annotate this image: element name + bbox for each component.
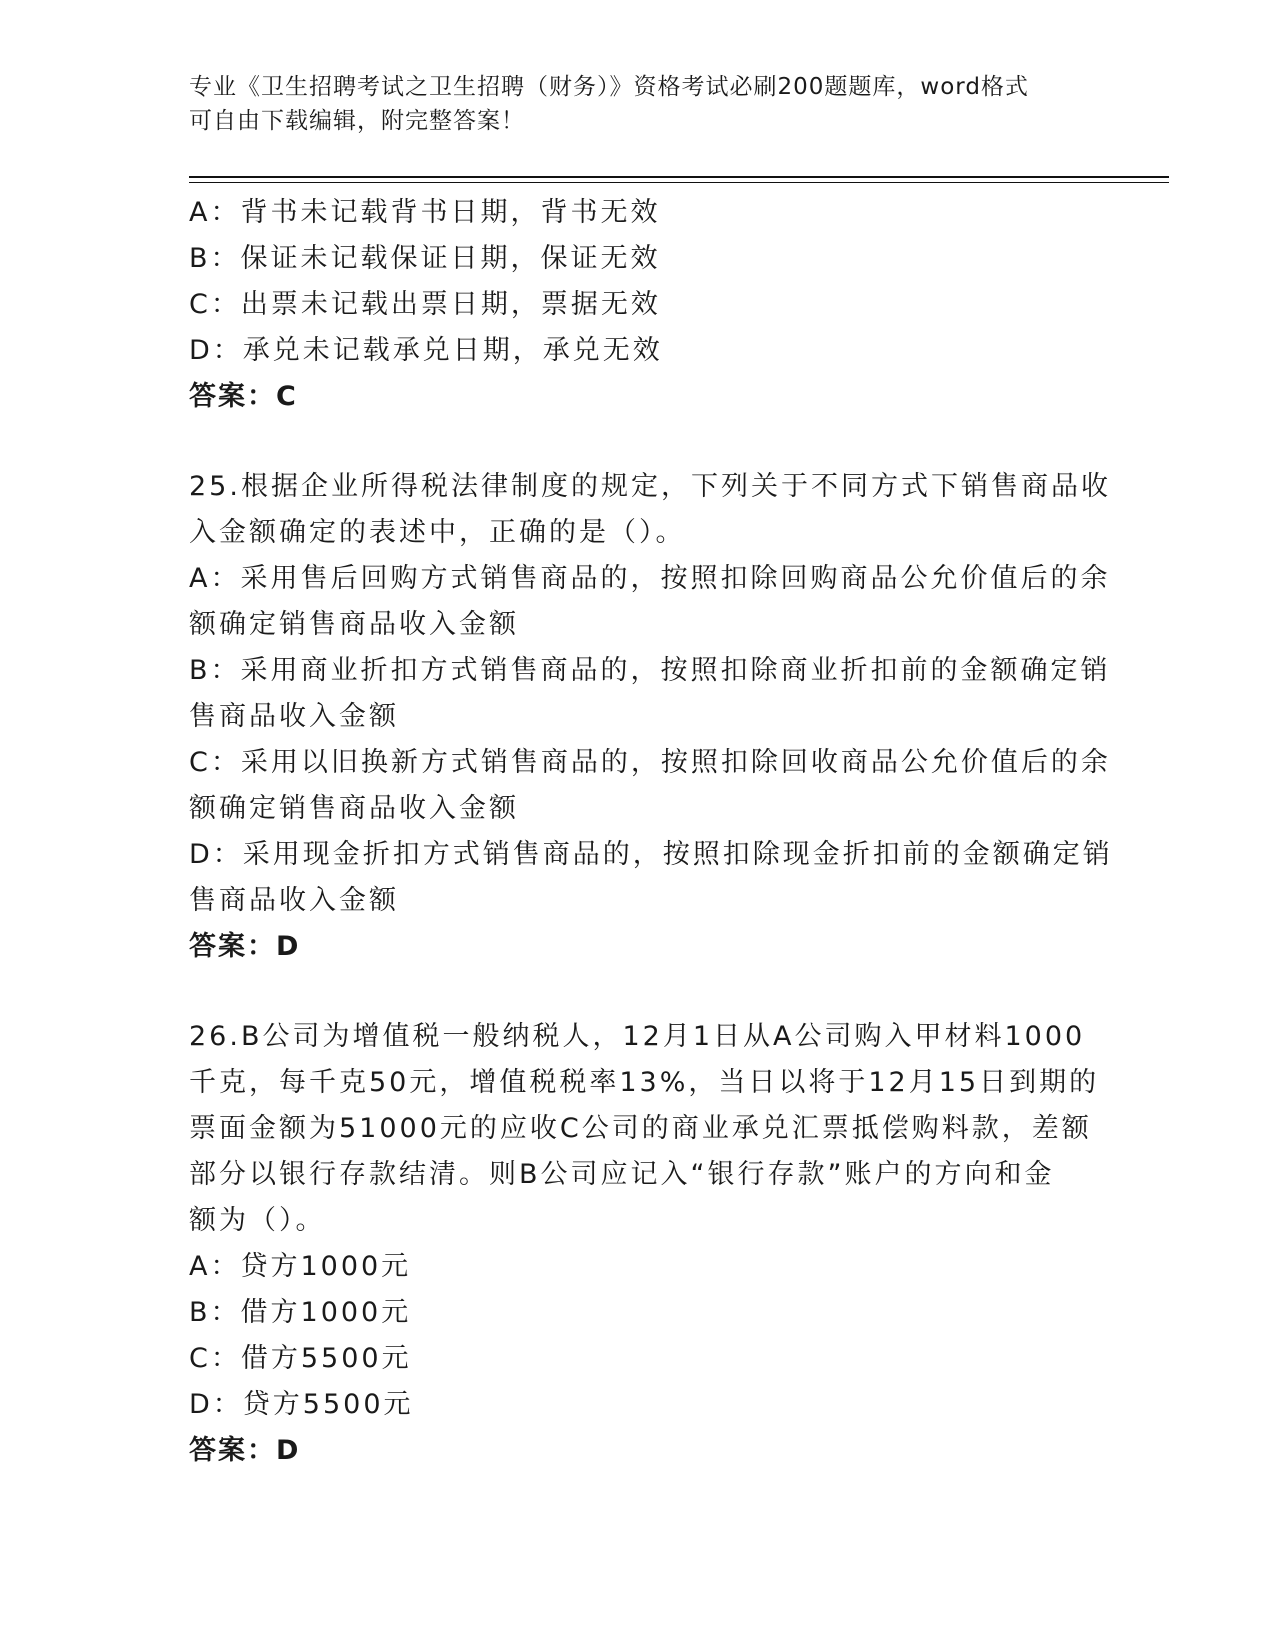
header-rule-thick (189, 176, 1169, 178)
question-stem-line: 入金额确定的表述中，正确的是（）。 (189, 517, 686, 548)
question-stem-line: 千克，每千克50元，增值税税率13%，当日以将于12月15日到期的 (189, 1067, 1100, 1098)
question-26 (189, 1014, 1100, 1474)
option-a: A：采用售后回购方式销售商品的，按照扣除回购商品公允价值后的余 (189, 563, 1111, 594)
option-d: D：贷方5500元 (189, 1389, 414, 1420)
option-b: B：借方1000元 (189, 1297, 412, 1328)
answer-line: 答案：C (189, 381, 298, 412)
option-d: D：采用现金折扣方式销售商品的，按照扣除现金折扣前的金额确定销 (189, 839, 1113, 870)
question-stem-line: 25.根据企业所得税法律制度的规定，下列关于不同方式下销售商品收 (189, 471, 1111, 502)
option-c: C：采用以旧换新方式销售商品的，按照扣除回收商品公允价值后的余 (189, 747, 1111, 778)
option-d-continued: 售商品收入金额 (189, 885, 399, 916)
header-line-2: 可自由下载编辑，附完整答案！ (189, 108, 525, 134)
option-c: C：借方5500元 (189, 1343, 412, 1374)
header-line-1: 专业《卫生招聘考试之卫生招聘（财务）》资格考试必刷200题题库，word格式 (189, 74, 1029, 100)
question-stem-line: 部分以银行存款结清。则B公司应记入“银行存款”账户的方向和金 (189, 1159, 1055, 1190)
question-stem-line: 票面金额为51000元的应收C公司的商业承兑汇票抵偿购料款，差额 (189, 1113, 1092, 1144)
question-spacer (189, 420, 1089, 464)
question-spacer (189, 970, 1089, 1014)
option-b: B：保证未记载保证日期，保证无效 (189, 243, 661, 274)
option-a: A：贷方1000元 (189, 1251, 412, 1282)
option-b: B：采用商业折扣方式销售商品的，按照扣除商业折扣前的金额确定销 (189, 655, 1111, 686)
header-rule-thin (189, 182, 1169, 183)
option-b-continued: 售商品收入金额 (189, 701, 399, 732)
option-c: C：出票未记载出票日期，票据无效 (189, 289, 661, 320)
answer-line: 答案：D (189, 931, 301, 962)
question-content (189, 190, 1113, 1474)
option-d: D：承兑未记载承兑日期，承兑无效 (189, 335, 663, 366)
option-a-continued: 额确定销售商品收入金额 (189, 609, 519, 640)
question-stem-line: 额为（）。 (189, 1205, 326, 1236)
option-a: A：背书未记载背书日期，背书无效 (189, 197, 661, 228)
question-stem-line: 26.B公司为增值税一般纳税人，12月1日从A公司购入甲材料1000 (189, 1021, 1086, 1052)
option-c-continued: 额确定销售商品收入金额 (189, 793, 519, 824)
answer-line: 答案：D (189, 1435, 301, 1466)
question-24-options (189, 190, 1089, 420)
document-header (189, 70, 1089, 138)
question-25 (189, 464, 1113, 970)
